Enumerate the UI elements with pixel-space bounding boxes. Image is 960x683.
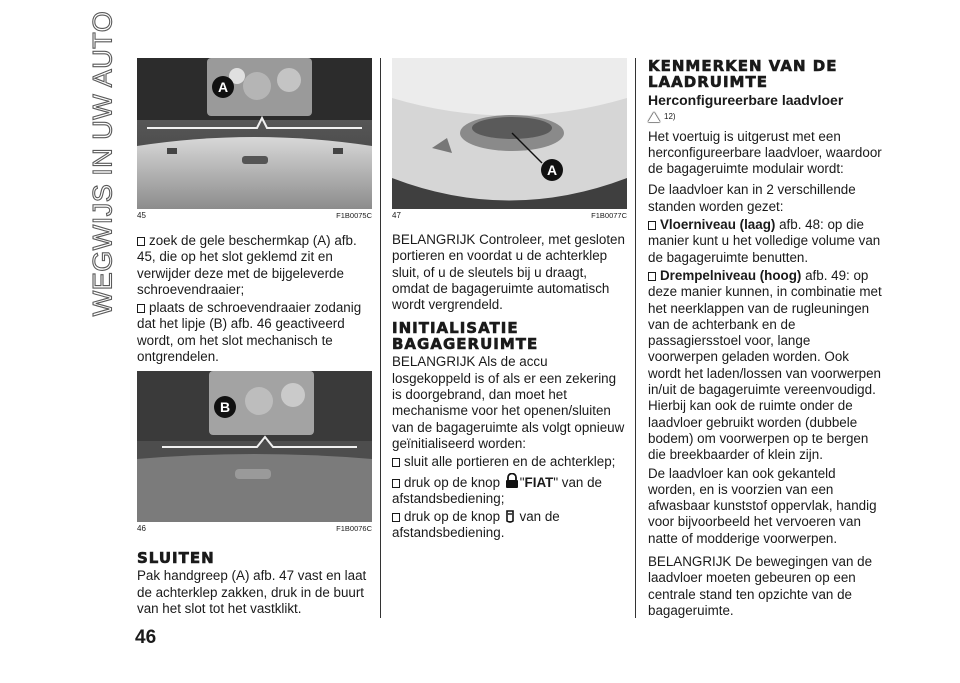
callout-b: B — [219, 399, 231, 416]
para-tilt: De laadvloer kan ook gekanteld worden, en is voorzien van een afwasbaar kunststof oppervlak, handig voor bijvoorbeeld het vervoeren van natte of modderige voorwerpen. — [648, 465, 877, 546]
callout-a: A — [546, 162, 558, 178]
warning-icon — [648, 112, 660, 122]
column-divider-2 — [635, 58, 636, 618]
column-2 — [392, 58, 627, 542]
figure-45 — [137, 58, 372, 209]
page-number: 46 — [135, 627, 157, 648]
warning-reference: 12) — [648, 109, 883, 125]
column-3 — [648, 58, 883, 619]
bullet-press-lock: druk op de knop "FIAT" van de afstandsbediening; — [392, 474, 602, 506]
para-important: BELANGRIJK De bewegingen van de laadvloer moeten gebeuren op een centrale stand ten opzichte van de bagageruimte. — [648, 554, 873, 618]
para-intro: Het voertuig is uitgerust met een herconfigureerbare laadvloer, waardoor de bagageruimte modulair wordt: — [648, 128, 882, 177]
bullet-unlock: plaats de schroevendraaier zodanig dat het lipje (B) afb. 46 geactiveerd wordt, om het slot mechanisch te ontgrendelen. — [137, 300, 362, 365]
bullet-floor-level: Vloerniveau (laag) afb. 48: op die manier kunt u het volledige volume van de bagageruimte benutten. — [648, 217, 881, 265]
bullet-icon — [392, 479, 400, 488]
bullet-remove-cap: zoek de gele beschermkap (A) afb. 45, die op het slot geklemd zit en verwijder deze met de bijgeleverde schroevendraaier; — [137, 233, 357, 297]
heading-sluiten: SLUITEN — [137, 549, 215, 568]
para-closing: Pak handgreep (A) afb. 47 vast en laat de achterklep zakken, druk in de buurt van het slot tot het vastklikt. — [137, 568, 367, 616]
heading-kenmerken: KENMERKEN VAN DE LAADRUIMTE — [648, 57, 838, 91]
bullet-icon — [137, 237, 145, 246]
trunk-lock-photo-a — [137, 58, 372, 209]
bullet-icon — [648, 272, 656, 281]
bullet-icon — [137, 304, 145, 313]
figure-47-caption: 47 F1B0077C — [392, 211, 627, 220]
para-initialisation: BELANGRIJK Als de accu losgekoppeld is of als er een zekering is doorgebrand, dan moet het mechanisme voor het openen/sluiten van de bagageruimte als volgt opnieuw geïnitialiseerd worden: — [392, 354, 625, 451]
figure-45-caption: 45 F1B0075C — [137, 211, 372, 220]
trunk-open-icon — [505, 509, 515, 523]
trunk-lock-photo-b — [137, 371, 372, 522]
bullet-icon — [392, 458, 400, 467]
para-keys-warning: BELANGRIJK Controleer, met gesloten portieren en voordat u de achterklep sluit, of u de sleutels bij u draagt, omdat de bagageruimte automatisch wordt vergrendeld. — [392, 232, 625, 313]
bullet-threshold-level: Drempelniveau (hoog) afb. 49: op deze manier kunnen, in combinatie met het neerklappen van de rugleuningen van de achterbank en de passagiersstoel voor, lange voorwerpen geladen worden. Ook wordt het laden/lossen van voorwerpen in/uit de bagageruimte vereenvoudigd. Hierbij kan ook de ruimte onder de laadvloer gebruikt worden (dubbele bodem) om voorwerpen op te bergen die breekbaarder of klein zijn. — [648, 267, 882, 463]
lock-icon — [505, 473, 519, 489]
subheading-laadvloer: Herconfigureerbare laadvloer — [648, 92, 844, 108]
heading-initialisatie: INITIALISATIE BAGAGERUIMTE — [392, 319, 539, 354]
bullet-close-doors: sluit alle portieren en de achterklep; — [392, 454, 627, 470]
callout-a: A — [217, 79, 229, 95]
bullet-icon — [648, 221, 656, 230]
bullet-icon — [392, 513, 400, 522]
figure-46-caption: 46 F1B0076C — [137, 524, 372, 534]
figure-47 — [392, 58, 627, 209]
section-side-title: WEGWIJS IN UW AUTO — [87, 10, 118, 316]
column-1 — [137, 58, 372, 617]
para-positions: De laadvloer kan in 2 verschillende standen worden gezet: — [648, 182, 856, 214]
figure-46 — [137, 371, 372, 522]
tailgate-handle-photo — [392, 58, 627, 209]
column-divider-1 — [380, 58, 381, 618]
bullet-press-trunk: druk op de knop van de afstandsbediening. — [392, 509, 560, 541]
